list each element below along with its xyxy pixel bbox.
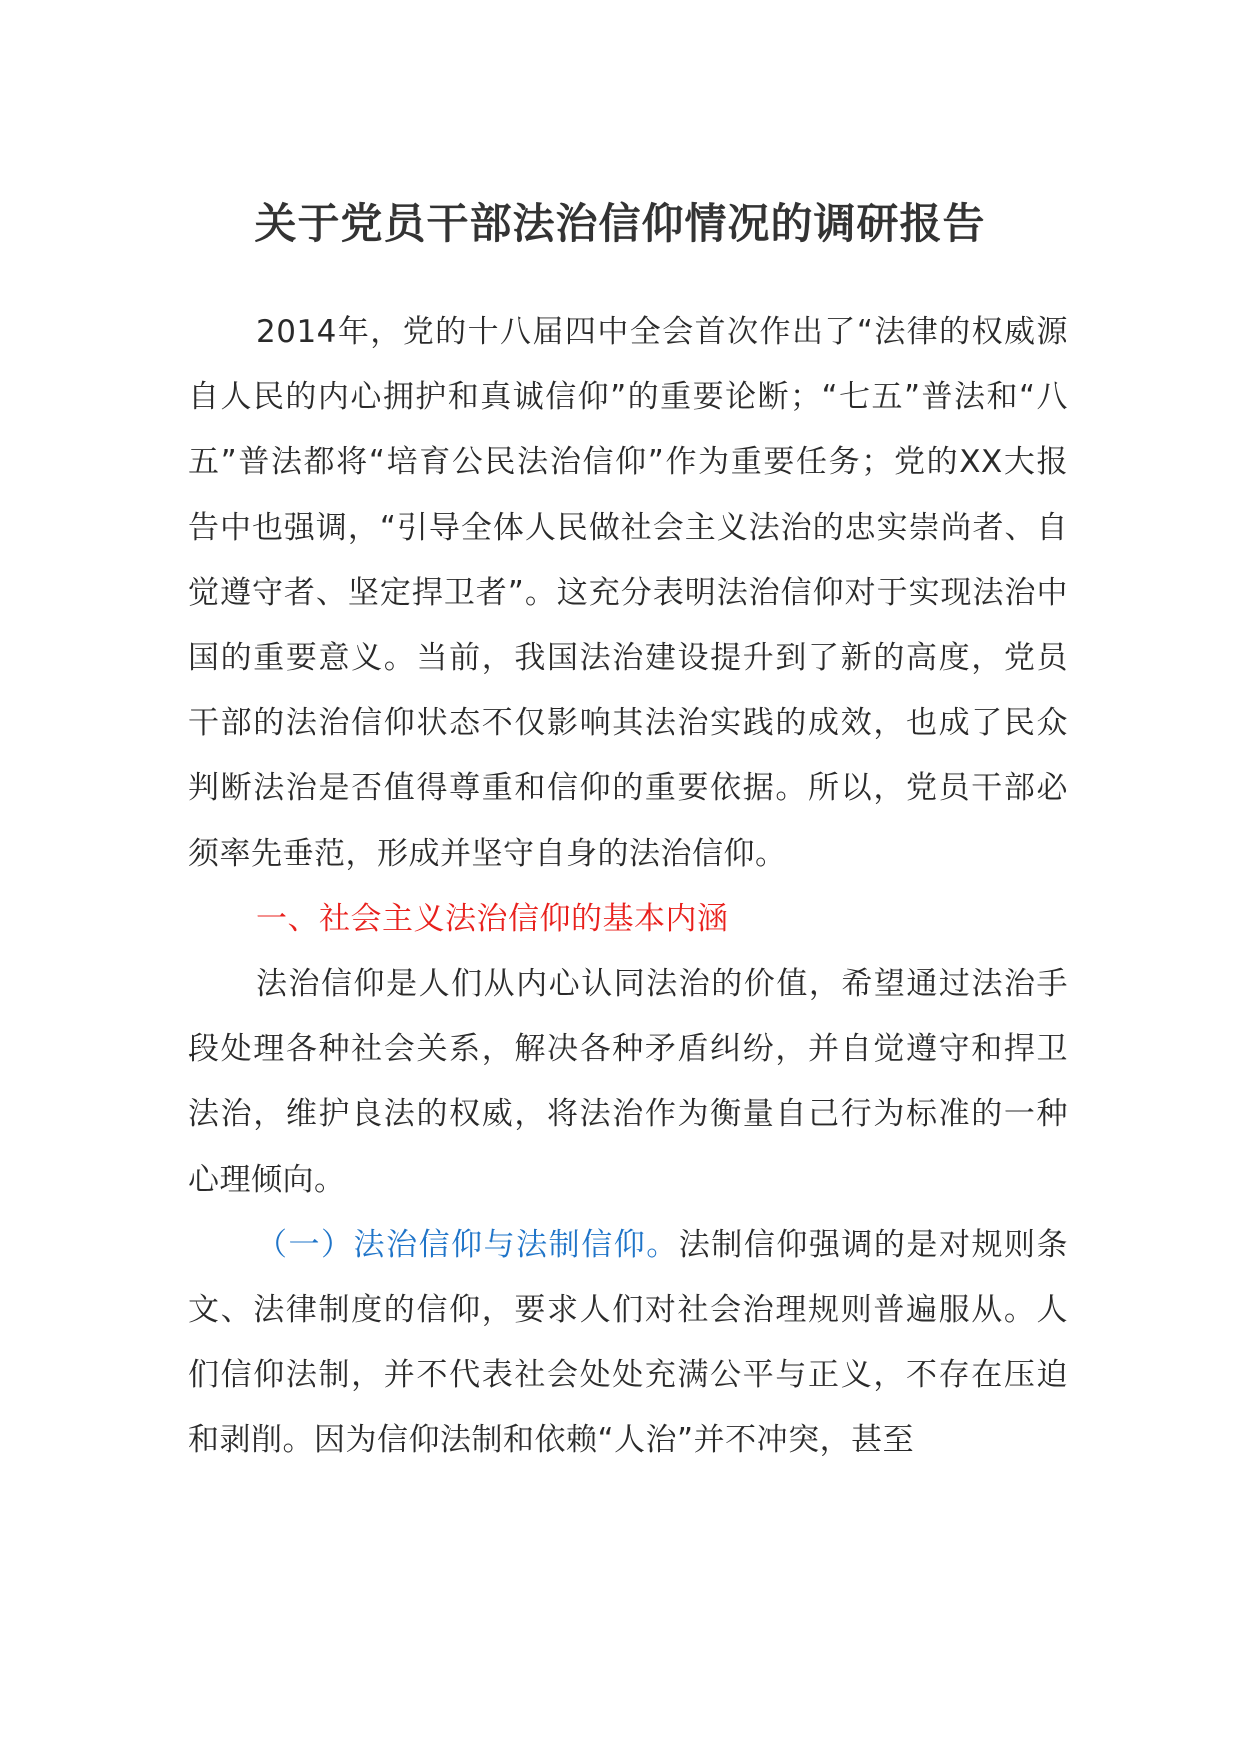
document-body bbox=[188, 300, 1068, 1474]
section-heading: 一、社会主义法治信仰的基本内涵 bbox=[256, 900, 729, 937]
definition-paragraph: 法治信仰是人们从内心认同法治的价值，希望通过法治手段处理各种社会关系，解决各种矛盾纠纷，并自觉遵守和捍卫法治，维护良法的权威，将法治作为衡量自己行为标准的一种心理倾向。 bbox=[188, 966, 1068, 1198]
subsection-paragraph bbox=[188, 1213, 1068, 1474]
subsection-heading: （一）法治信仰与法制信仰。 bbox=[256, 1226, 679, 1263]
document-title: 关于党员干部法治信仰情况的调研报告 bbox=[254, 199, 986, 248]
subsection-text: 法制信仰强调的是对规则条文、法律制度的信仰，要求人们对社会治理规则普遍服从。人们信仰法制，并不代表社会处处充满公平与正义，不存在压迫和剥削。因为信仰法制和依赖“人治”并不冲突，甚至 bbox=[188, 1226, 1069, 1459]
intro-paragraph: 2014年，党的十八届四中全会首次作出了“法律的权威源自人民的内心拥护和真诚信仰”的重要论断；“七五”普法和“八五”普法都将“培育公民法治信仰”作为重要任务；党的XX大报告中也强调，“引导全体人民做社会主义法治的忠实崇尚者、自觉遵守者、坚定捍卫者”。这充分表明法治信仰对于实现法治中国的重要意义。当前，我国法治建设提升到了新的高度，党员干部的法治信仰状态不仅影响其法治实践的成效，也成了民众判断法治是否值得尊重和信仰的重要依据。所以，党员干部必须率先垂范，形成并坚守自身的法治信仰。 bbox=[188, 314, 1068, 872]
